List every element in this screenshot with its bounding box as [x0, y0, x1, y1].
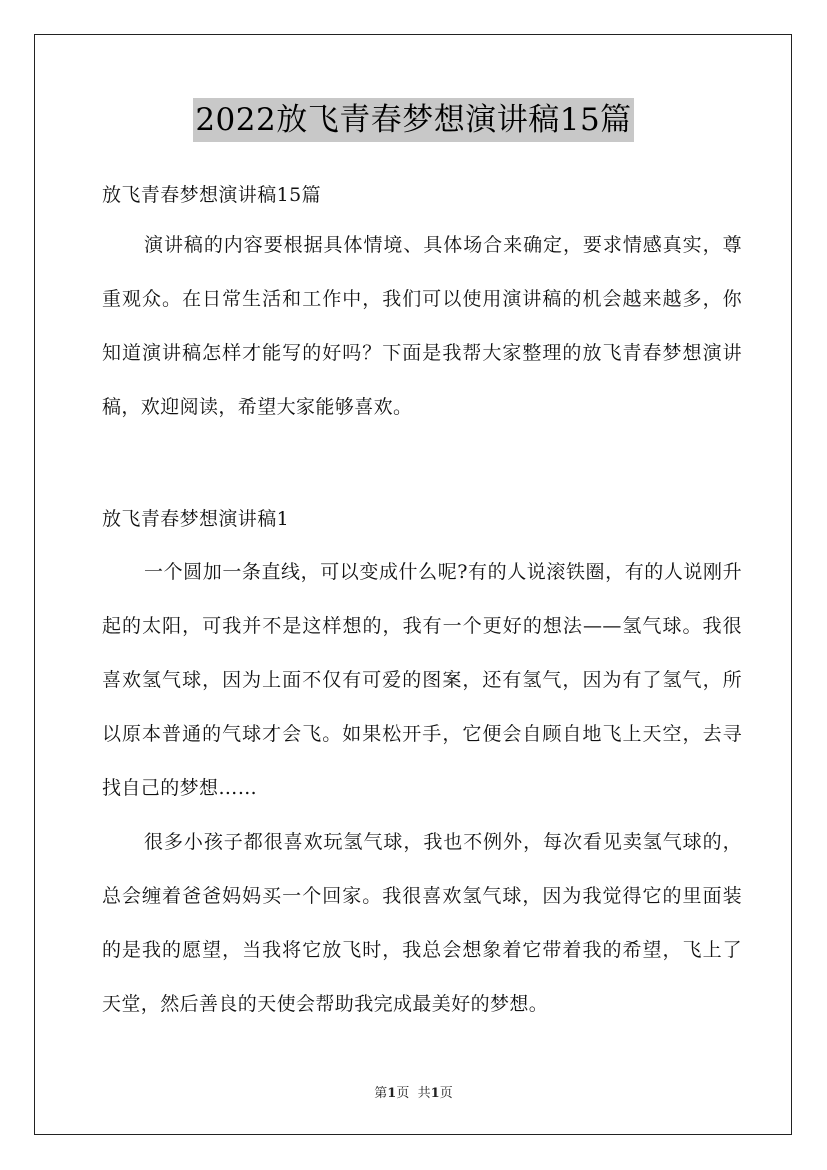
intro-paragraph: 演讲稿的内容要根据具体情境、具体场合来确定，要求情感真实，尊重观众。在日常生活和工作中，我们可以使用演讲稿的机会越来越多，你知道演讲稿怎样才能写的好吗？下面是我帮大家整理的放飞青春梦想演讲稿，欢迎阅读，希望大家能够喜欢。: [102, 234, 742, 418]
section1-block: [102, 545, 742, 1031]
intro-block: [102, 218, 742, 434]
section1-heading-block: [102, 504, 742, 534]
document-subtitle: 放飞青春梦想演讲稿15篇: [102, 184, 321, 206]
document-title: 2022放飞青春梦想演讲稿15篇: [193, 98, 633, 142]
title-container: [0, 98, 827, 142]
section1-heading: 放飞青春梦想演讲稿1: [102, 508, 290, 530]
page-number: 1: [387, 1086, 397, 1101]
total-number: 1: [430, 1086, 440, 1101]
subtitle-block: [102, 180, 742, 210]
total-prefix: 共: [417, 1086, 431, 1101]
page-footer: [0, 1082, 827, 1101]
section1-paragraph-2: 很多小孩子都很喜欢玩氢气球，我也不例外，每次看见卖氢气球的，总会缠着爸爸妈妈买一个回家。我很喜欢氢气球，因为我觉得它的里面装的是我的愿望，当我将它放飞时，我总会想象着它带着我的希望，飞上了天堂，然后善良的天使会帮助我完成最美好的梦想。: [102, 831, 742, 1015]
page-suffix: 页: [396, 1086, 410, 1101]
total-suffix: 页: [439, 1086, 453, 1101]
section1-paragraph-1: 一个圆加一条直线，可以变成什么呢?有的人说滚铁圈，有的人说刚升起的太阳，可我并不是这样想的，我有一个更好的想法——氢气球。我很喜欢氢气球，因为上面不仅有可爱的图案，还有氢气，因为有了氢气，所以原本普通的气球才会飞。如果松开手，它便会自顾自地飞上天空，去寻找自己的梦想……: [102, 561, 742, 799]
page-prefix: 第: [374, 1086, 388, 1101]
